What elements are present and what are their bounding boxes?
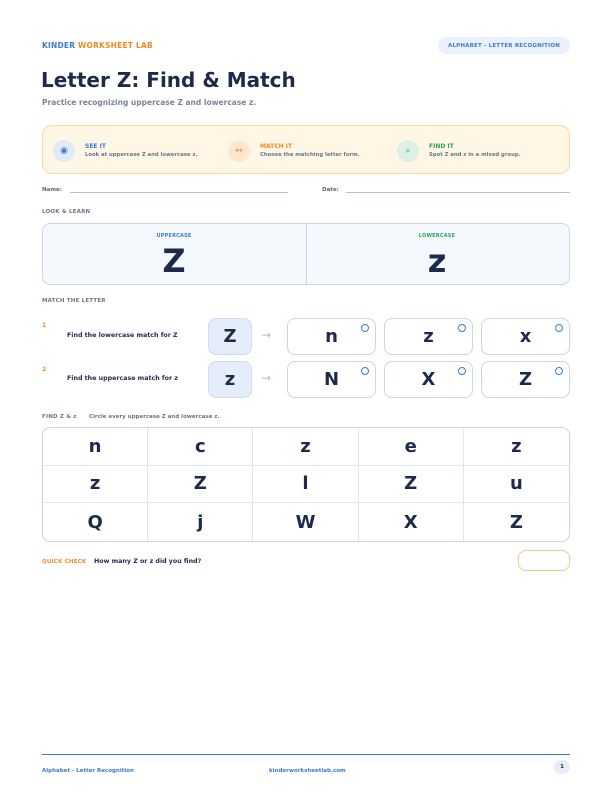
question-number: 1 bbox=[42, 322, 47, 329]
quick-check-label: QUICK CHECK bbox=[42, 559, 87, 565]
radio-circle-icon[interactable] bbox=[555, 324, 563, 332]
date-label: Date: bbox=[322, 187, 339, 193]
swap-arrows-icon: ↔ bbox=[228, 140, 250, 162]
radio-circle-icon[interactable] bbox=[361, 324, 369, 332]
step-description: Look at uppercase Z and lowercase z. bbox=[85, 152, 198, 158]
quick-check-answer-box[interactable] bbox=[518, 550, 570, 571]
grid-cell[interactable]: z bbox=[43, 466, 148, 504]
grid-cell[interactable]: z bbox=[253, 428, 358, 466]
grid-cell[interactable]: Z bbox=[359, 466, 464, 504]
find-instruction: Circle every uppercase Z and lowercase z. bbox=[89, 414, 220, 420]
name-label: Name: bbox=[42, 187, 62, 193]
prompt-letter: Z bbox=[208, 318, 252, 355]
grid-cell[interactable]: e bbox=[359, 428, 464, 466]
answer-option[interactable] bbox=[481, 318, 570, 355]
step-title: MATCH IT bbox=[260, 143, 293, 150]
uppercase-letter: Z bbox=[162, 242, 186, 280]
brand-logo-text bbox=[42, 41, 153, 50]
find-heading: FIND Z & z bbox=[42, 414, 77, 420]
grid-cell[interactable]: Z bbox=[148, 466, 253, 504]
radio-circle-icon[interactable] bbox=[458, 367, 466, 375]
magnifier-icon: ⌕ bbox=[397, 140, 419, 162]
step-description: Spot Z and z in a mixed group. bbox=[429, 152, 521, 158]
lowercase-letter: z bbox=[427, 242, 447, 280]
option-letter: Z bbox=[518, 369, 533, 390]
radio-circle-icon[interactable] bbox=[458, 324, 466, 332]
steps-banner bbox=[42, 125, 570, 174]
answer-option[interactable] bbox=[287, 361, 376, 398]
question-number: 2 bbox=[42, 366, 47, 373]
step-title: FIND IT bbox=[429, 143, 454, 150]
footer-title: Alphabet - Letter Recognition bbox=[42, 768, 134, 774]
option-letter: N bbox=[323, 369, 340, 390]
eye-icon: ◉ bbox=[53, 140, 75, 162]
quick-check-question: How many Z or z did you find? bbox=[94, 558, 202, 565]
look-learn-heading: LOOK & LEARN bbox=[42, 209, 91, 215]
arrow-right-icon: → bbox=[261, 328, 272, 342]
arrow-right-icon: → bbox=[261, 371, 272, 385]
radio-circle-icon[interactable] bbox=[361, 367, 369, 375]
grid-cell[interactable]: n bbox=[43, 428, 148, 466]
question-text: Find the lowercase match for Z bbox=[67, 332, 178, 339]
grid-cell[interactable]: X bbox=[359, 503, 464, 541]
footer-website: kinderworksheetlab.com bbox=[269, 768, 346, 774]
match-heading: MATCH THE LETTER bbox=[42, 298, 106, 304]
grid-cell[interactable]: c bbox=[148, 428, 253, 466]
answer-option[interactable] bbox=[481, 361, 570, 398]
step-match-it bbox=[228, 126, 360, 175]
footer-divider bbox=[42, 754, 570, 755]
date-field[interactable] bbox=[346, 192, 570, 193]
answer-option[interactable] bbox=[384, 361, 473, 398]
brand-name-part2: WORKSHEET LAB bbox=[78, 41, 153, 50]
prompt-letter: z bbox=[208, 361, 252, 398]
step-find-it bbox=[397, 126, 521, 175]
name-field[interactable] bbox=[70, 192, 288, 193]
topic-badge: ALPHABET - LETTER RECOGNITION bbox=[438, 37, 570, 54]
page-subtitle: Practice recognizing uppercase Z and lowercase z. bbox=[42, 98, 257, 107]
step-see-it bbox=[53, 126, 197, 175]
grid-cell[interactable]: Q bbox=[43, 503, 148, 541]
look-learn-panel bbox=[42, 223, 570, 285]
grid-cell[interactable]: j bbox=[148, 503, 253, 541]
grid-cell[interactable]: z bbox=[464, 428, 569, 466]
option-letter: X bbox=[421, 369, 436, 390]
grid-cell[interactable]: u bbox=[464, 466, 569, 504]
brand-name-part1: KINDER bbox=[42, 41, 76, 50]
option-letter: z bbox=[423, 326, 434, 347]
option-letter: n bbox=[325, 326, 338, 347]
letter-grid bbox=[42, 427, 570, 542]
step-description: Choose the matching letter form. bbox=[260, 152, 360, 158]
option-letter: x bbox=[519, 326, 532, 347]
grid-cell[interactable]: l bbox=[253, 466, 358, 504]
lowercase-caption: LOWERCASE bbox=[418, 233, 456, 239]
radio-circle-icon[interactable] bbox=[555, 367, 563, 375]
page-number-badge: 1 bbox=[554, 760, 570, 774]
question-text: Find the uppercase match for z bbox=[67, 375, 178, 382]
answer-option[interactable] bbox=[287, 318, 376, 355]
panel-divider bbox=[306, 224, 307, 285]
step-title: SEE IT bbox=[85, 143, 106, 150]
grid-cell[interactable]: Z bbox=[509, 511, 523, 533]
grid-cell[interactable]: W bbox=[253, 503, 358, 541]
page-title: Letter Z: Find & Match bbox=[41, 68, 296, 92]
uppercase-caption: UPPERCASE bbox=[156, 233, 192, 239]
answer-option[interactable] bbox=[384, 318, 473, 355]
